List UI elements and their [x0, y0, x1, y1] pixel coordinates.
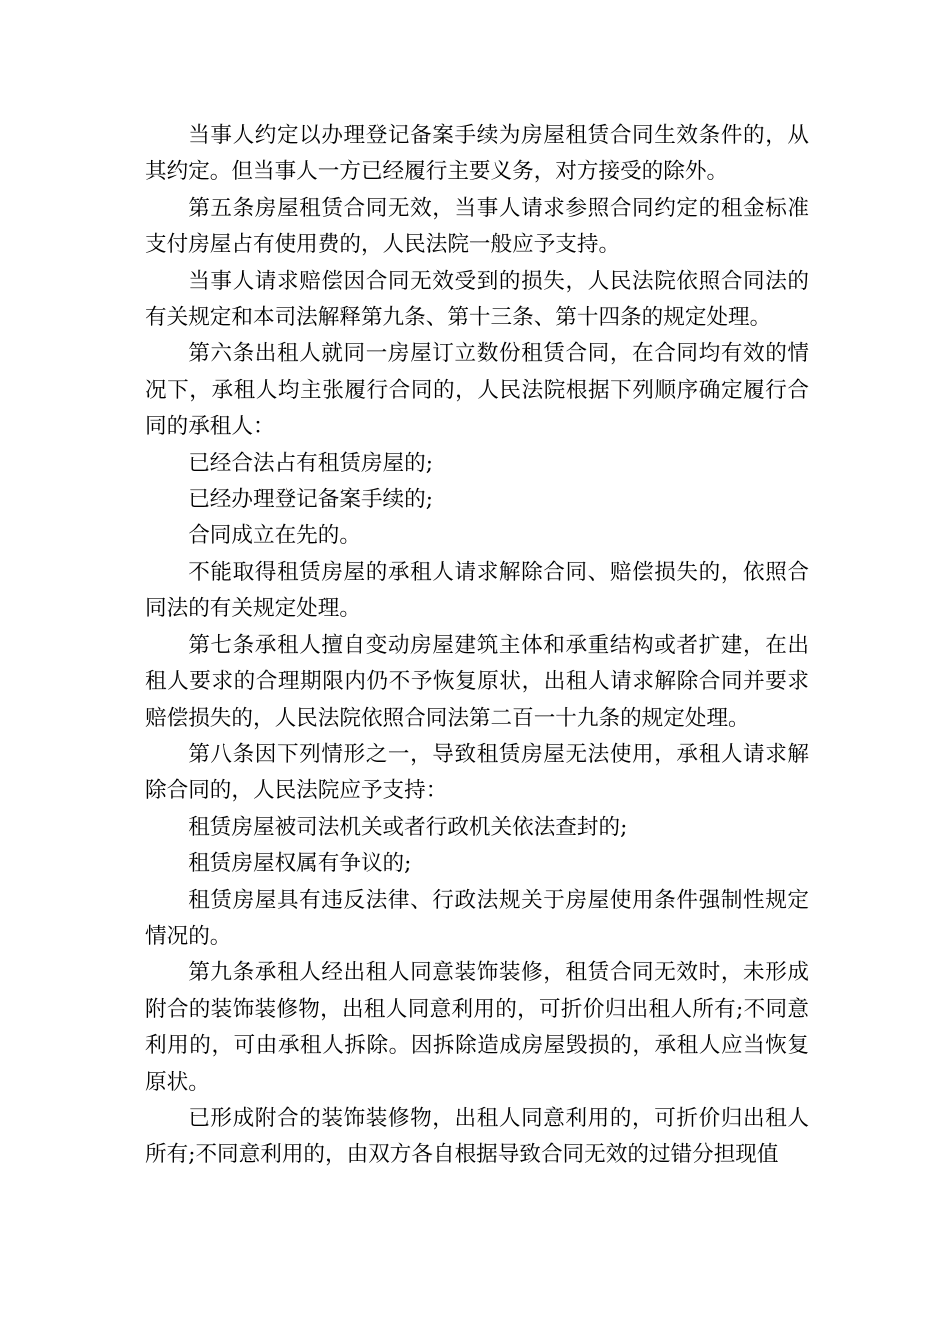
paragraph: 第六条出租人就同一房屋订立数份租赁合同，在合同均有效的情况下，承租人均主张履行合同的，人民法院根据下列顺序确定履行合同的承租人： — [145, 341, 809, 440]
paragraph: 租赁房屋具有违反法律、行政法规关于房屋使用条件强制性规定情况的。 — [145, 887, 809, 949]
paragraph: 当事人请求赔偿因合同无效受到的损失，人民法院依照合同法的有关规定和本司法解释第九条、第十三条、第十四条的规定处理。 — [145, 268, 809, 331]
paragraph: 第五条房屋租赁合同无效，当事人请求参照合同约定的租金标准支付房屋占有使用费的，人民法院一般应予支持。 — [145, 195, 809, 258]
paragraph: 租赁房屋权属有争议的; — [188, 851, 412, 877]
paragraph: 租赁房屋被司法机关或者行政机关依法查封的; — [188, 814, 628, 840]
paragraph: 已形成附合的装饰装修物，出租人同意利用的，可折价归出租人所有;不同意利用的，由双方各自根据导致合同无效的过错分担现值 — [145, 1105, 809, 1168]
paragraph: 当事人约定以办理登记备案手续为房屋租赁合同生效条件的，从其约定。但当事人一方已经履行主要义务，对方接受的除外。 — [145, 123, 809, 185]
paragraph: 已经办理登记备案手续的; — [188, 487, 433, 513]
document-body — [145, 118, 809, 1174]
paragraph: 第九条承租人经出租人同意装饰装修，租赁合同无效时，未形成附合的装饰装修物，出租人同意利用的，可折价归出租人所有;不同意利用的，可由承租人拆除。因拆除造成房屋毁损的，承租人应当恢复原状。 — [145, 960, 809, 1095]
paragraph: 合同成立在先的。 — [188, 523, 361, 549]
paragraph: 不能取得租赁房屋的承租人请求解除合同、赔偿损失的，依照合同法的有关规定处理。 — [145, 559, 809, 622]
paragraph: 第七条承租人擅自变动房屋建筑主体和承重结构或者扩建，在出租人要求的合理期限内仍不予恢复原状，出租人请求解除合同并要求赔偿损失的，人民法院依照合同法第二百一十九条的规定处理。 — [145, 632, 809, 731]
paragraph: 已经合法占有租赁房屋的; — [188, 450, 433, 476]
paragraph: 第八条因下列情形之一，导致租赁房屋无法使用，承租人请求解除合同的，人民法院应予支持： — [145, 741, 809, 804]
